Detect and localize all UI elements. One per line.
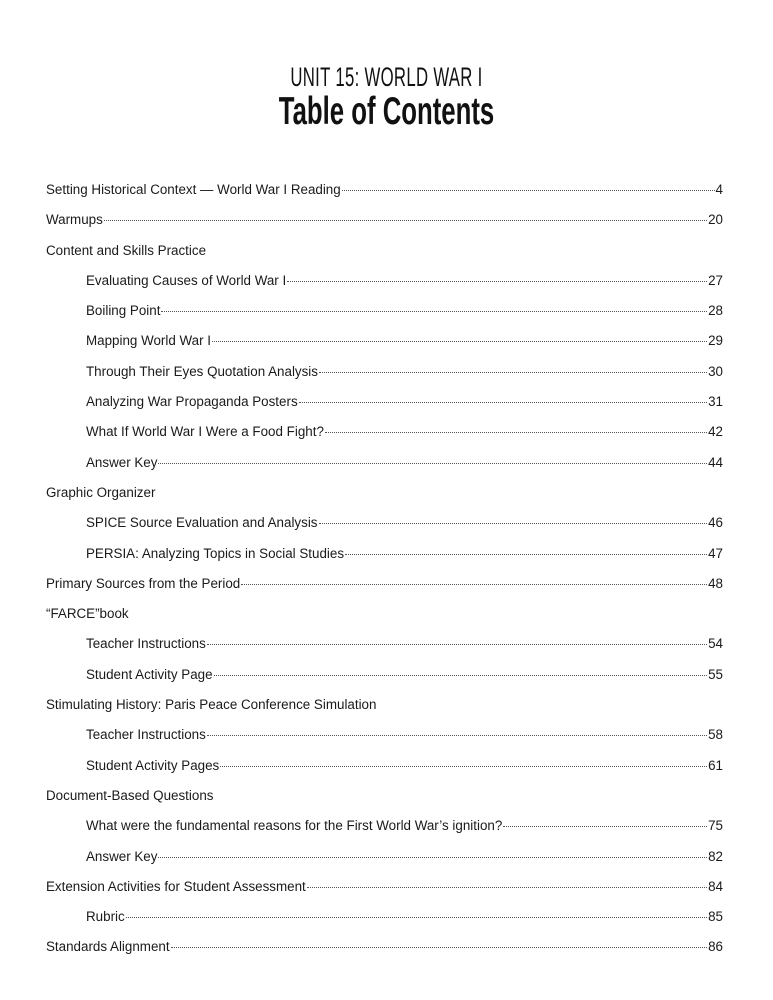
dot-leader [207,735,707,736]
toc-section [46,240,723,270]
dot-leader [126,917,707,918]
dot-leader [171,947,708,948]
toc-entry-label: Boiling Point [86,303,161,319]
toc-section [46,603,723,633]
toc-page-number: 85 [708,909,723,925]
toc-section [46,785,723,815]
toc-entry-label: Through Their Eyes Quotation Analysis [86,363,318,379]
toc-entry-label: Setting Historical Context — World War I Reading [46,182,341,197]
toc-section[interactable] [46,179,723,209]
toc-page-number: 30 [708,363,723,379]
toc-entry-label: Student Activity Page [86,666,213,682]
table-of-contents [46,179,723,967]
toc-entry-label: Evaluating Causes of World War I [86,272,287,288]
toc-section[interactable] [46,209,723,239]
toc-entry-label: Rubric [86,909,125,925]
toc-subsection[interactable] [46,421,723,451]
dot-leader [345,554,707,555]
toc-page-number: 58 [708,727,723,743]
toc-subsection[interactable] [46,846,723,876]
toc-entry-label: SPICE Source Evaluation and Analysis [86,515,318,531]
toc-entry-label: Answer Key [86,848,158,864]
dot-leader [214,675,708,676]
toc-page-number: 42 [708,424,723,440]
toc-entry-label: Mapping World War I [86,333,212,349]
toc-section[interactable] [46,876,723,906]
toc-page-number: 61 [708,757,723,773]
toc-subsection[interactable] [46,391,723,421]
dot-leader [342,190,715,191]
toc-entry-label: Teacher Instructions [86,636,206,652]
dot-leader [104,220,707,221]
toc-entry-label: PERSIA: Analyzing Topics in Social Studies [86,545,345,561]
toc-page-number: 47 [708,545,723,561]
dot-leader [319,523,708,524]
toc-entry-label: What were the fundamental reasons for the First World War’s ignition? [86,818,503,834]
toc-entry-label: Standards Alignment [46,939,170,955]
dot-leader [307,887,707,888]
toc-subsection[interactable] [46,452,723,482]
toc-subsection[interactable] [46,270,723,300]
toc-entry-label: What If World War I Were a Food Fight? [86,424,324,440]
toc-subsection[interactable] [46,512,723,542]
toc-page-number: 29 [708,333,723,349]
page-header [0,62,773,132]
toc-subsection[interactable] [46,300,723,330]
toc-page-number: 48 [708,575,723,591]
toc-entry-label: Teacher Instructions [86,727,206,743]
toc-subsection[interactable] [46,724,723,754]
page-title: Table of Contents [278,90,495,133]
toc-section[interactable] [46,573,723,603]
dot-leader [503,826,707,827]
toc-page-number: 75 [708,818,723,834]
toc-page-number: 4 [715,182,723,197]
dot-leader [158,463,707,464]
toc-entry-label: Extension Activities for Student Assessment [46,878,306,894]
toc-subsection[interactable] [46,361,723,391]
toc-page-number: 28 [708,303,723,319]
unit-title: UNIT 15: WORLD WAR I [290,62,483,92]
toc-entry-label: Graphic Organizer [46,484,156,500]
toc-subsection[interactable] [46,543,723,573]
toc-subsection[interactable] [46,633,723,663]
dot-leader [220,766,707,767]
toc-page-number: 54 [708,636,723,652]
toc-entry-label: “FARCE”book [46,606,129,622]
toc-page-number: 31 [708,394,723,410]
toc-subsection[interactable] [46,755,723,785]
toc-entry-label: Document-Based Questions [46,787,214,803]
toc-entry-label: Student Activity Pages [86,757,220,773]
toc-subsection[interactable] [46,664,723,694]
dot-leader [212,341,707,342]
toc-entry-label: Analyzing War Propaganda Posters [86,394,298,410]
toc-page-number: 27 [708,272,723,288]
toc-subsection[interactable] [46,906,723,936]
toc-page-number: 46 [708,515,723,531]
dot-leader [319,372,707,373]
toc-page-number: 55 [708,666,723,682]
toc-entry-label: Warmups [46,212,103,228]
dot-leader [325,432,707,433]
toc-entry-label: Stimulating History: Paris Peace Conference Simulation [46,697,377,713]
dot-leader [158,857,707,858]
toc-subsection[interactable] [46,815,723,845]
toc-entry-label: Primary Sources from the Period [46,575,241,591]
dot-leader [241,584,707,585]
dot-leader [299,402,707,403]
toc-section[interactable] [46,936,723,966]
toc-subsection[interactable] [46,330,723,360]
toc-page-number: 82 [708,848,723,864]
dot-leader [287,281,707,282]
toc-entry-label: Answer Key [86,454,158,470]
toc-section [46,482,723,512]
toc-page-number: 44 [708,454,723,470]
toc-page-number: 84 [708,878,723,894]
toc-entry-label: Content and Skills Practice [46,242,207,258]
toc-page-number: 86 [708,939,723,955]
toc-section [46,694,723,724]
dot-leader [207,644,707,645]
dot-leader [161,311,707,312]
toc-page-number: 20 [708,212,723,228]
